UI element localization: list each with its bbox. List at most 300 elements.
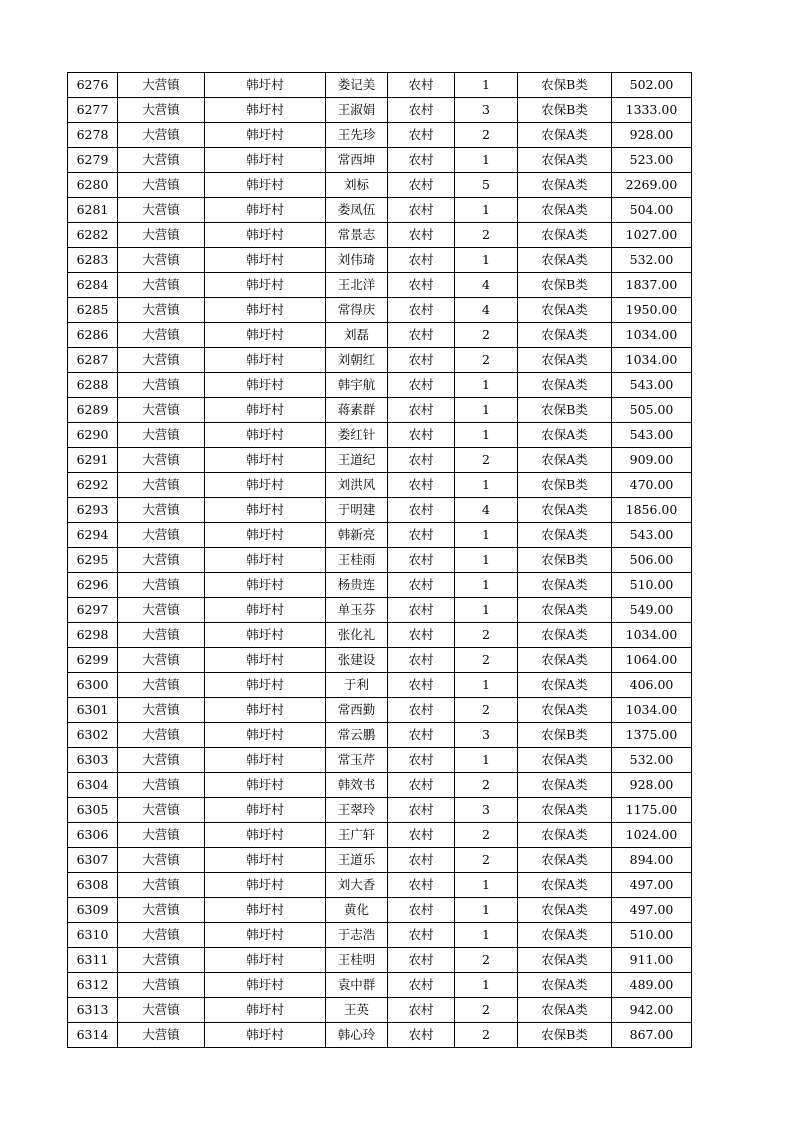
- cell-number: 6282: [68, 223, 118, 248]
- cell-number: 6280: [68, 173, 118, 198]
- cell-name: 韩心玲: [326, 1023, 388, 1048]
- cell-household-type: 农村: [388, 98, 455, 123]
- cell-town: 大营镇: [118, 948, 205, 973]
- cell-town: 大营镇: [118, 273, 205, 298]
- cell-town: 大营镇: [118, 648, 205, 673]
- cell-household-type: 农村: [388, 823, 455, 848]
- table-row: [68, 723, 692, 748]
- cell-category: 农保A类: [518, 498, 612, 523]
- cell-village: 韩圩村: [205, 948, 326, 973]
- cell-amount: 928.00: [612, 123, 692, 148]
- cell-amount: 1034.00: [612, 348, 692, 373]
- cell-category: 农保B类: [518, 1023, 612, 1048]
- cell-amount: 928.00: [612, 773, 692, 798]
- cell-category: 农保A类: [518, 123, 612, 148]
- cell-town: 大营镇: [118, 548, 205, 573]
- cell-number: 6301: [68, 698, 118, 723]
- cell-village: 韩圩村: [205, 498, 326, 523]
- cell-village: 韩圩村: [205, 723, 326, 748]
- cell-persons: 2: [455, 123, 518, 148]
- cell-number: 6288: [68, 373, 118, 398]
- cell-persons: 2: [455, 773, 518, 798]
- cell-category: 农保B类: [518, 398, 612, 423]
- cell-category: 农保A类: [518, 373, 612, 398]
- cell-amount: 543.00: [612, 373, 692, 398]
- cell-town: 大营镇: [118, 198, 205, 223]
- cell-number: 6304: [68, 773, 118, 798]
- cell-amount: 1024.00: [612, 823, 692, 848]
- cell-name: 单玉芬: [326, 598, 388, 623]
- cell-category: 农保A类: [518, 323, 612, 348]
- cell-village: 韩圩村: [205, 998, 326, 1023]
- cell-category: 农保A类: [518, 198, 612, 223]
- cell-persons: 2: [455, 648, 518, 673]
- cell-town: 大营镇: [118, 148, 205, 173]
- cell-town: 大营镇: [118, 423, 205, 448]
- cell-persons: 1: [455, 898, 518, 923]
- cell-number: 6290: [68, 423, 118, 448]
- cell-town: 大营镇: [118, 823, 205, 848]
- cell-persons: 2: [455, 348, 518, 373]
- cell-town: 大营镇: [118, 348, 205, 373]
- cell-category: 农保B类: [518, 473, 612, 498]
- cell-persons: 1: [455, 423, 518, 448]
- table-row: [68, 598, 692, 623]
- cell-amount: 532.00: [612, 248, 692, 273]
- table-row: [68, 373, 692, 398]
- cell-village: 韩圩村: [205, 648, 326, 673]
- table-row: [68, 873, 692, 898]
- cell-persons: 4: [455, 298, 518, 323]
- cell-category: 农保A类: [518, 923, 612, 948]
- cell-village: 韩圩村: [205, 798, 326, 823]
- cell-town: 大营镇: [118, 73, 205, 98]
- cell-persons: 1: [455, 598, 518, 623]
- cell-persons: 1: [455, 148, 518, 173]
- cell-number: 6291: [68, 448, 118, 473]
- cell-amount: 406.00: [612, 673, 692, 698]
- table-row: [68, 398, 692, 423]
- cell-number: 6277: [68, 98, 118, 123]
- cell-village: 韩圩村: [205, 748, 326, 773]
- cell-household-type: 农村: [388, 223, 455, 248]
- cell-village: 韩圩村: [205, 248, 326, 273]
- cell-amount: 1837.00: [612, 273, 692, 298]
- cell-household-type: 农村: [388, 723, 455, 748]
- cell-category: 农保A类: [518, 148, 612, 173]
- cell-number: 6276: [68, 73, 118, 98]
- cell-persons: 2: [455, 698, 518, 723]
- cell-amount: 497.00: [612, 898, 692, 923]
- cell-household-type: 农村: [388, 998, 455, 1023]
- cell-category: 农保A类: [518, 898, 612, 923]
- cell-town: 大营镇: [118, 748, 205, 773]
- cell-amount: 523.00: [612, 148, 692, 173]
- cell-town: 大营镇: [118, 498, 205, 523]
- cell-number: 6296: [68, 573, 118, 598]
- cell-category: 农保A类: [518, 698, 612, 723]
- table-row: [68, 98, 692, 123]
- cell-village: 韩圩村: [205, 1023, 326, 1048]
- table-row: [68, 148, 692, 173]
- cell-household-type: 农村: [388, 798, 455, 823]
- cell-category: 农保A类: [518, 748, 612, 773]
- table-row: [68, 823, 692, 848]
- cell-village: 韩圩村: [205, 423, 326, 448]
- cell-household-type: 农村: [388, 923, 455, 948]
- table-row: [68, 798, 692, 823]
- cell-household-type: 农村: [388, 473, 455, 498]
- cell-town: 大营镇: [118, 873, 205, 898]
- cell-persons: 2: [455, 823, 518, 848]
- cell-number: 6294: [68, 523, 118, 548]
- cell-persons: 1: [455, 198, 518, 223]
- cell-category: 农保A类: [518, 998, 612, 1023]
- table-row: [68, 648, 692, 673]
- cell-household-type: 农村: [388, 873, 455, 898]
- cell-number: 6311: [68, 948, 118, 973]
- cell-name: 常得庆: [326, 298, 388, 323]
- cell-persons: 2: [455, 948, 518, 973]
- table-row: [68, 548, 692, 573]
- cell-number: 6295: [68, 548, 118, 573]
- cell-persons: 2: [455, 448, 518, 473]
- cell-village: 韩圩村: [205, 473, 326, 498]
- cell-number: 6281: [68, 198, 118, 223]
- cell-number: 6303: [68, 748, 118, 773]
- cell-persons: 1: [455, 248, 518, 273]
- cell-amount: 510.00: [612, 573, 692, 598]
- cell-number: 6309: [68, 898, 118, 923]
- cell-persons: 1: [455, 748, 518, 773]
- cell-number: 6284: [68, 273, 118, 298]
- cell-name: 张化礼: [326, 623, 388, 648]
- table-row: [68, 498, 692, 523]
- cell-category: 农保A类: [518, 248, 612, 273]
- cell-town: 大营镇: [118, 973, 205, 998]
- cell-number: 6285: [68, 298, 118, 323]
- table-row: [68, 948, 692, 973]
- cell-village: 韩圩村: [205, 598, 326, 623]
- cell-persons: 2: [455, 223, 518, 248]
- cell-household-type: 农村: [388, 623, 455, 648]
- cell-category: 农保A类: [518, 773, 612, 798]
- cell-town: 大营镇: [118, 848, 205, 873]
- cell-category: 农保A类: [518, 423, 612, 448]
- table-row: [68, 848, 692, 873]
- cell-category: 农保A类: [518, 648, 612, 673]
- cell-household-type: 农村: [388, 423, 455, 448]
- cell-persons: 1: [455, 373, 518, 398]
- cell-name: 常云鹏: [326, 723, 388, 748]
- cell-name: 王桂雨: [326, 548, 388, 573]
- cell-amount: 909.00: [612, 448, 692, 473]
- cell-household-type: 农村: [388, 523, 455, 548]
- cell-town: 大营镇: [118, 398, 205, 423]
- table-row: [68, 448, 692, 473]
- cell-amount: 1027.00: [612, 223, 692, 248]
- table-row: [68, 198, 692, 223]
- cell-village: 韩圩村: [205, 873, 326, 898]
- cell-category: 农保B类: [518, 73, 612, 98]
- cell-town: 大营镇: [118, 448, 205, 473]
- cell-persons: 1: [455, 973, 518, 998]
- cell-number: 6300: [68, 673, 118, 698]
- table-row: [68, 473, 692, 498]
- cell-name: 娄凤伍: [326, 198, 388, 223]
- cell-amount: 543.00: [612, 423, 692, 448]
- cell-category: 农保A类: [518, 448, 612, 473]
- cell-household-type: 农村: [388, 573, 455, 598]
- cell-household-type: 农村: [388, 123, 455, 148]
- cell-category: 农保B类: [518, 273, 612, 298]
- cell-household-type: 农村: [388, 348, 455, 373]
- cell-name: 于志浩: [326, 923, 388, 948]
- table-row: [68, 673, 692, 698]
- table-row: [68, 248, 692, 273]
- cell-name: 刘伟琦: [326, 248, 388, 273]
- cell-name: 袁中群: [326, 973, 388, 998]
- cell-village: 韩圩村: [205, 223, 326, 248]
- cell-household-type: 农村: [388, 448, 455, 473]
- cell-amount: 543.00: [612, 523, 692, 548]
- table-row: [68, 698, 692, 723]
- cell-number: 6278: [68, 123, 118, 148]
- cell-number: 6297: [68, 598, 118, 623]
- cell-persons: 1: [455, 473, 518, 498]
- subsidy-roster-table: [67, 72, 692, 1048]
- table-row: [68, 123, 692, 148]
- table-row: [68, 348, 692, 373]
- cell-name: 王北洋: [326, 273, 388, 298]
- cell-category: 农保A类: [518, 223, 612, 248]
- cell-name: 刘大香: [326, 873, 388, 898]
- table-row: [68, 523, 692, 548]
- cell-town: 大营镇: [118, 573, 205, 598]
- cell-name: 于利: [326, 673, 388, 698]
- cell-persons: 2: [455, 323, 518, 348]
- cell-amount: 2269.00: [612, 173, 692, 198]
- cell-village: 韩圩村: [205, 98, 326, 123]
- cell-household-type: 农村: [388, 73, 455, 98]
- cell-village: 韩圩村: [205, 273, 326, 298]
- cell-name: 娄红针: [326, 423, 388, 448]
- cell-town: 大营镇: [118, 623, 205, 648]
- cell-household-type: 农村: [388, 673, 455, 698]
- cell-category: 农保A类: [518, 348, 612, 373]
- cell-category: 农保B类: [518, 98, 612, 123]
- cell-household-type: 农村: [388, 173, 455, 198]
- cell-category: 农保A类: [518, 523, 612, 548]
- cell-category: 农保A类: [518, 873, 612, 898]
- cell-village: 韩圩村: [205, 673, 326, 698]
- cell-household-type: 农村: [388, 1023, 455, 1048]
- cell-village: 韩圩村: [205, 348, 326, 373]
- cell-household-type: 农村: [388, 848, 455, 873]
- cell-village: 韩圩村: [205, 923, 326, 948]
- cell-household-type: 农村: [388, 323, 455, 348]
- cell-town: 大营镇: [118, 673, 205, 698]
- cell-persons: 1: [455, 523, 518, 548]
- cell-persons: 1: [455, 398, 518, 423]
- table-row: [68, 73, 692, 98]
- cell-household-type: 农村: [388, 273, 455, 298]
- cell-category: 农保A类: [518, 823, 612, 848]
- cell-name: 黄化: [326, 898, 388, 923]
- table-row: [68, 573, 692, 598]
- cell-village: 韩圩村: [205, 548, 326, 573]
- cell-household-type: 农村: [388, 898, 455, 923]
- cell-number: 6310: [68, 923, 118, 948]
- cell-town: 大营镇: [118, 898, 205, 923]
- cell-household-type: 农村: [388, 498, 455, 523]
- cell-amount: 1333.00: [612, 98, 692, 123]
- cell-name: 于明建: [326, 498, 388, 523]
- table-row: [68, 898, 692, 923]
- cell-name: 常西坤: [326, 148, 388, 173]
- cell-persons: 2: [455, 848, 518, 873]
- cell-amount: 867.00: [612, 1023, 692, 1048]
- cell-category: 农保A类: [518, 173, 612, 198]
- cell-household-type: 农村: [388, 148, 455, 173]
- cell-persons: 1: [455, 573, 518, 598]
- cell-name: 常景志: [326, 223, 388, 248]
- cell-household-type: 农村: [388, 648, 455, 673]
- cell-name: 王翠玲: [326, 798, 388, 823]
- cell-number: 6289: [68, 398, 118, 423]
- cell-category: 农保A类: [518, 948, 612, 973]
- cell-persons: 5: [455, 173, 518, 198]
- cell-village: 韩圩村: [205, 698, 326, 723]
- cell-town: 大营镇: [118, 598, 205, 623]
- cell-amount: 911.00: [612, 948, 692, 973]
- cell-town: 大营镇: [118, 798, 205, 823]
- cell-household-type: 农村: [388, 598, 455, 623]
- cell-town: 大营镇: [118, 923, 205, 948]
- roster-body: [68, 73, 692, 1048]
- cell-name: 王先珍: [326, 123, 388, 148]
- table-row: [68, 773, 692, 798]
- cell-persons: 3: [455, 798, 518, 823]
- cell-amount: 942.00: [612, 998, 692, 1023]
- cell-name: 常西勤: [326, 698, 388, 723]
- cell-number: 6307: [68, 848, 118, 873]
- cell-category: 农保B类: [518, 723, 612, 748]
- cell-village: 韩圩村: [205, 573, 326, 598]
- cell-amount: 505.00: [612, 398, 692, 423]
- cell-persons: 3: [455, 98, 518, 123]
- cell-village: 韩圩村: [205, 198, 326, 223]
- cell-town: 大营镇: [118, 223, 205, 248]
- cell-name: 张建设: [326, 648, 388, 673]
- cell-town: 大营镇: [118, 773, 205, 798]
- table-row: [68, 973, 692, 998]
- cell-amount: 532.00: [612, 748, 692, 773]
- cell-category: 农保A类: [518, 623, 612, 648]
- cell-category: 农保A类: [518, 573, 612, 598]
- cell-name: 王英: [326, 998, 388, 1023]
- cell-household-type: 农村: [388, 298, 455, 323]
- cell-household-type: 农村: [388, 748, 455, 773]
- cell-number: 6298: [68, 623, 118, 648]
- cell-name: 韩宇航: [326, 373, 388, 398]
- cell-village: 韩圩村: [205, 148, 326, 173]
- cell-name: 常玉芹: [326, 748, 388, 773]
- cell-name: 韩新亮: [326, 523, 388, 548]
- cell-village: 韩圩村: [205, 73, 326, 98]
- cell-amount: 489.00: [612, 973, 692, 998]
- cell-amount: 504.00: [612, 198, 692, 223]
- cell-village: 韩圩村: [205, 848, 326, 873]
- cell-number: 6306: [68, 823, 118, 848]
- cell-amount: 894.00: [612, 848, 692, 873]
- cell-village: 韩圩村: [205, 773, 326, 798]
- cell-town: 大营镇: [118, 998, 205, 1023]
- cell-persons: 4: [455, 273, 518, 298]
- cell-category: 农保A类: [518, 973, 612, 998]
- cell-number: 6305: [68, 798, 118, 823]
- cell-persons: 2: [455, 998, 518, 1023]
- cell-name: 韩效书: [326, 773, 388, 798]
- cell-name: 王桂明: [326, 948, 388, 973]
- cell-amount: 1034.00: [612, 323, 692, 348]
- cell-household-type: 农村: [388, 198, 455, 223]
- cell-number: 6292: [68, 473, 118, 498]
- table-row: [68, 223, 692, 248]
- cell-number: 6299: [68, 648, 118, 673]
- cell-number: 6302: [68, 723, 118, 748]
- cell-household-type: 农村: [388, 373, 455, 398]
- cell-name: 刘洪风: [326, 473, 388, 498]
- cell-village: 韩圩村: [205, 523, 326, 548]
- cell-amount: 470.00: [612, 473, 692, 498]
- cell-town: 大营镇: [118, 723, 205, 748]
- cell-name: 刘磊: [326, 323, 388, 348]
- cell-household-type: 农村: [388, 548, 455, 573]
- cell-category: 农保A类: [518, 298, 612, 323]
- cell-category: 农保A类: [518, 598, 612, 623]
- cell-amount: 1375.00: [612, 723, 692, 748]
- cell-category: 农保B类: [518, 548, 612, 573]
- cell-amount: 1175.00: [612, 798, 692, 823]
- table-row: [68, 923, 692, 948]
- cell-amount: 1856.00: [612, 498, 692, 523]
- cell-number: 6283: [68, 248, 118, 273]
- cell-amount: 502.00: [612, 73, 692, 98]
- table-row: [68, 423, 692, 448]
- cell-town: 大营镇: [118, 698, 205, 723]
- cell-persons: 1: [455, 673, 518, 698]
- cell-persons: 2: [455, 623, 518, 648]
- cell-amount: 497.00: [612, 873, 692, 898]
- cell-village: 韩圩村: [205, 623, 326, 648]
- cell-number: 6293: [68, 498, 118, 523]
- cell-number: 6287: [68, 348, 118, 373]
- cell-name: 娄记美: [326, 73, 388, 98]
- cell-household-type: 农村: [388, 248, 455, 273]
- cell-village: 韩圩村: [205, 898, 326, 923]
- cell-amount: 549.00: [612, 598, 692, 623]
- cell-town: 大营镇: [118, 248, 205, 273]
- cell-name: 王淑娟: [326, 98, 388, 123]
- cell-household-type: 农村: [388, 398, 455, 423]
- cell-number: 6308: [68, 873, 118, 898]
- cell-village: 韩圩村: [205, 823, 326, 848]
- cell-persons: 2: [455, 1023, 518, 1048]
- cell-amount: 1064.00: [612, 648, 692, 673]
- cell-village: 韩圩村: [205, 123, 326, 148]
- cell-number: 6313: [68, 998, 118, 1023]
